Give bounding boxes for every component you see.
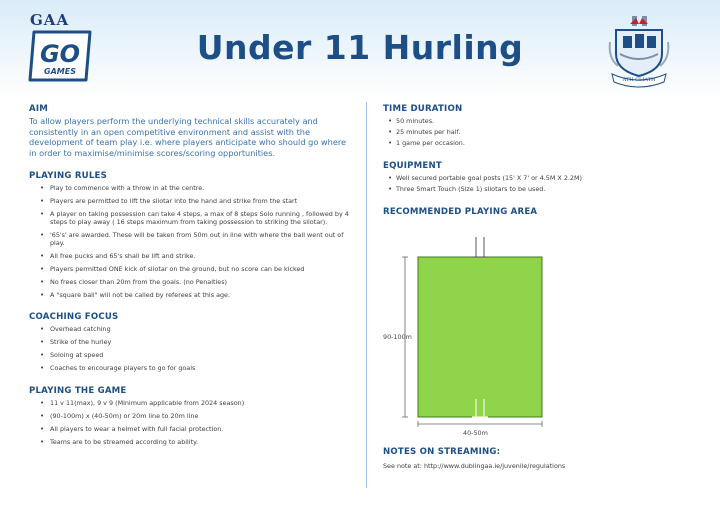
playing-the-game-list [29,400,354,447]
time-duration-list [383,118,693,148]
list-item: • All free pucks and 65's shall be lift and strike. [29,253,354,261]
list-item: • A "square ball" will not be called by referees at this age. [29,292,354,300]
playing-area-heading: RECOMMENDED PLAYING AREA [383,206,538,217]
header-banner [0,0,720,98]
list-item: • 50 minutes. [383,118,693,126]
time-duration-heading: TIME DURATION [383,104,463,114]
playing-rules-heading: PLAYING RULES [29,171,107,182]
notes-text: See note at: http://www.dublingaa.ie/juvenile/regulations [383,461,566,470]
column-divider [366,102,367,488]
crest-motto: ÁTH CLIATH [622,77,656,83]
list-item: • All players to wear a helmet with full facial protection. [29,426,354,434]
list-item: • A player on taking possession can take 4 steps, a max of 8 steps Solo running , followed by 4 steps to play away ( 16 steps maximum from taking possession to striking the sliotar). [29,211,354,227]
equipment-section [383,161,693,194]
playing-area-section [383,207,693,437]
logo-sub-text: GAMES [44,67,76,76]
list-item: • Soloing at speed [29,352,354,360]
gaa-wordmark: GAA [30,11,70,29]
logo-main-text: GO [39,40,81,68]
list-item: • (90-100m) x (40-50m) or 20m line to 20m line [29,413,354,421]
pitch-rect [418,257,542,417]
playing-the-game-heading: PLAYING THE GAME [29,386,127,397]
aim-text: To allow players perform the underlying technical skills accurately and consistently in an open competitive environment and assist with the development of team play i.e. where players anticipate who should go where in order to maximise/minimise scores/scoring opportunities. [29,116,347,158]
page-title: Under 11 Hurling [196,28,524,67]
playing-rules-list [29,185,354,299]
list-item: • 25 minutes per half. [383,129,693,137]
pitch-length-label: 90-100m [383,332,412,341]
pitch-svg [383,227,693,427]
list-item: • Overhead catching [29,326,354,334]
list-item: • Players are permitted to lift the sliotar into the hand and strike from the start [29,198,354,206]
right-column [383,104,693,470]
list-item: • Teams are to be streamed according to ability. [29,439,354,447]
aim-heading: AIM [29,104,49,114]
coaching-focus-list [29,326,354,373]
playing-the-game-section [29,386,354,447]
list-item: • Well secured portable goal posts (15' X 7' or 4.5M X 2.2M) [383,175,693,183]
list-item: • Coaches to encourage players to go for goals [29,365,354,373]
equipment-list [383,175,693,194]
list-item: • 11 v 11(max), 9 v 9 (Minimum applicable from 2024 season) [29,400,354,408]
list-item: • 1 game per occasion. [383,140,693,148]
list-item: • No frees closer than 20m from the goals. (no Penalties) [29,279,354,287]
notes-heading: NOTES ON STREAMING: [383,446,501,457]
notes-section [383,447,693,470]
aim-section [29,104,354,158]
list-item: • Three Smart Touch (Size 1) sliotars to be used. [383,186,693,194]
dublin-crest-logo [606,14,672,88]
list-item: • '65's' are awarded. These will be taken from 50m out in line with where the ball went out of play. [29,232,354,248]
list-item: • Play to commence with a throw in at the centre. [29,185,354,193]
pitch-width-label: 40-50m [463,428,488,437]
time-duration-section [383,104,693,148]
coaching-focus-heading: COACHING FOCUS [29,312,119,323]
playing-rules-section [29,171,354,299]
left-column [29,104,354,452]
list-item: • Strike of the hurley [29,339,354,347]
list-item: • Players permitted ONE kick of sliotar on the ground, but no score can be kicked [29,266,354,274]
coaching-focus-section [29,312,354,373]
playing-area-diagram [383,227,693,427]
equipment-heading: EQUIPMENT [383,160,442,171]
